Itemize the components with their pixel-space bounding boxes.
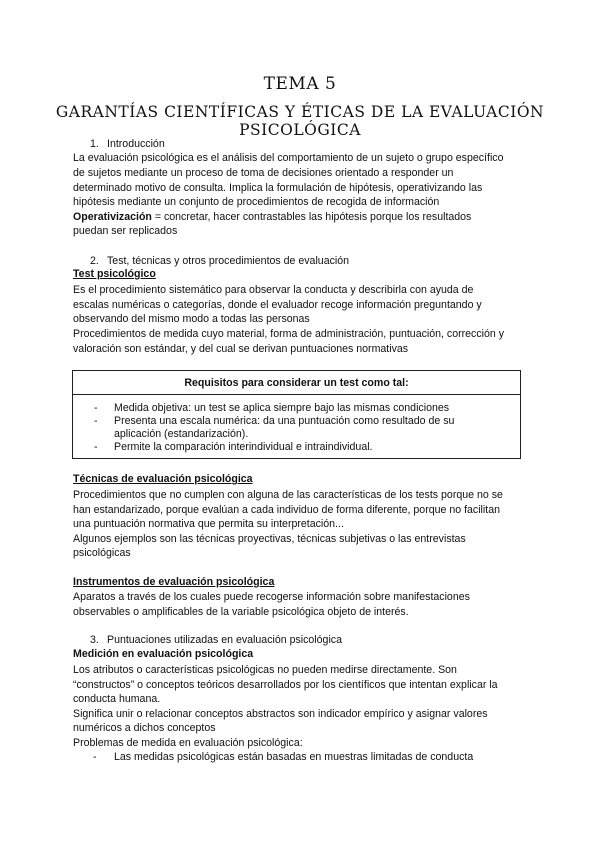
test-line: Procedimientos de medida cuyo material, forma de administración, puntuación, corrección y <box>73 328 505 340</box>
intro-line: determinado motivo de consulta. Implica la formulación de hipótesis, operativizando las <box>73 182 483 194</box>
medicion-line: “constructos” o conceptos teóricos desarrollados por los científicos que intentan explicar la <box>73 679 498 691</box>
document-tema: TEMA 5 <box>263 74 337 94</box>
intro-line: La evaluación psicológica es el análisis del comportamiento de un sujeto o grupo específico <box>73 152 504 164</box>
medicion-line: Los atributos o características psicológicas no pueden medirse directamente. Son <box>73 664 457 676</box>
test-line: valoración son estándar, y del cual se derivan puntuaciones normativas <box>73 343 409 355</box>
bullet-dash: - <box>94 415 98 427</box>
tecnicas-line: psicológicas <box>73 547 131 559</box>
bullet-dash: - <box>93 751 97 763</box>
section-number: 2. <box>90 255 99 267</box>
tecnicas-line: Algunos ejemplos son las técnicas proyectivas, técnicas subjetivas o las entrevistas <box>73 533 466 545</box>
medicion-line: numéricos a dichos conceptos <box>73 722 216 734</box>
tecnicas-line: Procedimientos que no cumplen con alguna de las características de los tests porque no se <box>73 489 503 501</box>
section-title: Test, técnicas y otros procedimientos de evaluación <box>107 255 350 267</box>
test-line: Es el procedimiento sistemático para observar la conducta y describirla con ayuda de <box>73 284 474 296</box>
requisitos-heading: Requisitos para considerar un test como tal: <box>73 371 520 395</box>
test-heading: Test psicológico <box>73 268 156 280</box>
operativizacion-line <box>73 210 471 225</box>
instrumentos-line: Aparatos a través de los cuales puede recogerse información sobre manifestaciones <box>73 591 470 603</box>
test-line: escalas numéricas o categorías, donde el evaluador recoge información preguntando y <box>73 299 482 311</box>
operativizacion-term: Operativización <box>73 211 152 223</box>
intro-line: puedan ser replicados <box>73 225 178 237</box>
intro-line: hipótesis mediante un conjunto de procedimientos de recogida de información <box>73 196 440 208</box>
test-line: observando del mismo modo a todas las personas <box>73 313 310 325</box>
operativizacion-definition: = concretar, hacer contrastables las hipótesis porque los resultados <box>151 211 472 223</box>
instrumentos-line: observables o amplificables de la variable psicológica objeto de interés. <box>73 606 409 618</box>
medicion-line: conducta humana. <box>73 693 161 705</box>
tecnicas-heading: Técnicas de evaluación psicológica <box>73 473 253 485</box>
tecnicas-line: una puntuación normativa que permita su interpretación... <box>73 518 344 530</box>
section-number: 1. <box>90 138 99 150</box>
bullet-dash: - <box>94 441 98 453</box>
bullet-dash: - <box>94 402 98 414</box>
medicion-heading: Medición en evaluación psicológica <box>73 648 254 660</box>
document-title: GARANTÍAS CIENTÍFICAS Y ÉTICAS DE LA EVALUACIÓN PSICOLÓGICA <box>55 103 545 139</box>
section-number: 3. <box>90 634 99 646</box>
instrumentos-heading: Instrumentos de evaluación psicológica <box>73 576 275 588</box>
requisitos-box: Requisitos para considerar un test como tal: - Medida objetiva: un test se aplica siempre bajo las mismas condiciones - Presenta una escala numérica: da una puntuación como resultado de su aplicación (estandarización). - Permite la comparación interindividual e intraindividual. <box>72 370 521 459</box>
medicion-line: Significa unir o relacionar conceptos abstractos son indicador empírico y asignar valores <box>73 708 488 720</box>
tecnicas-line: han estandarizado, porque evalúan a cada individuo de forma diferente, porque no facilitan <box>73 504 500 516</box>
medicion-line: Problemas de medida en evaluación psicológica: <box>73 737 303 749</box>
intro-line: de sujetos mediante un proceso de toma de decisiones orientado a responder un <box>73 167 454 179</box>
section-title: Introducción <box>107 138 165 150</box>
section-title: Puntuaciones utilizadas en evaluación psicológica <box>107 634 342 646</box>
